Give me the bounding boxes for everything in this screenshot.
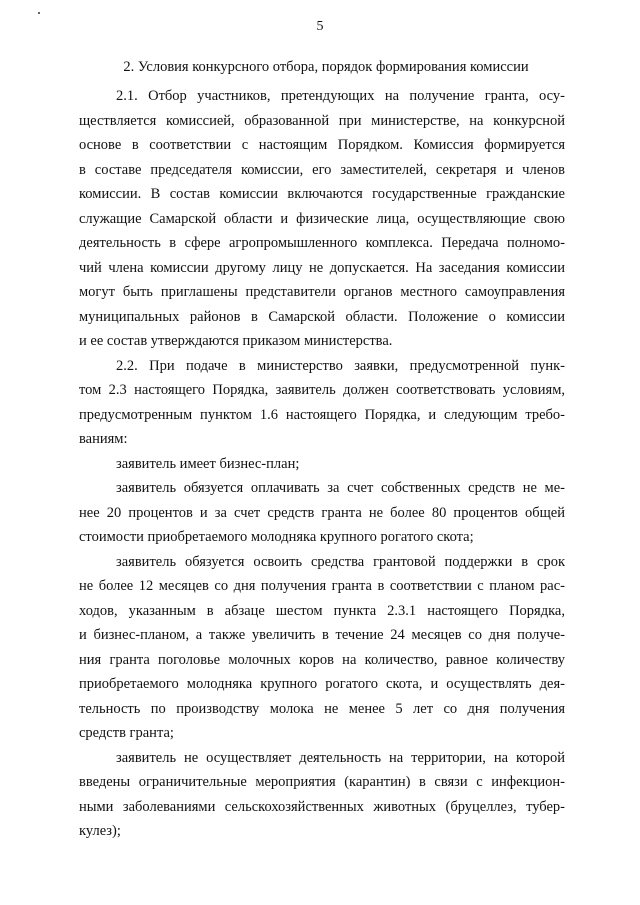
- text-line: в составе председателя комиссии, его заместителей, секретаря и членов: [79, 161, 565, 178]
- text-line: том 2.3 настоящего Порядка, заявитель должен соответствовать условиям,: [79, 382, 565, 398]
- text-line: и бизнес-планом, а также увеличить в течение 24 месяцев со дня получе-: [79, 627, 565, 643]
- paragraph: [79, 550, 565, 746]
- paragraph: [79, 452, 565, 477]
- text-line: введены ограничительные мероприятия (карантин) в связи с инфекцион-: [79, 774, 565, 790]
- text-line: могут быть приглашены представители органов местного самоуправления: [79, 284, 565, 300]
- text-line: заявитель обязуется освоить средства грантовой поддержки в срок: [116, 553, 565, 570]
- text-line: предусмотренным пунктом 1.6 настоящего Порядка, и следующим требо-: [79, 406, 565, 423]
- text-line: 2.1. Отбор участников, претендующих на получение гранта, осу-: [116, 88, 565, 104]
- page-number: 5: [316, 19, 324, 34]
- text-line: ществляется комиссией, образованной при министерстве, на конкурсной: [79, 112, 565, 129]
- text-line: ния гранта поголовье молочных коров на количество, равное количеству: [79, 651, 565, 668]
- text-line: заявитель не осуществляет деятельность на территории, на которой: [116, 749, 565, 766]
- text-line: основе в соответствии с настоящим Порядком. Комиссия формируется: [79, 137, 565, 153]
- text-line: служащие Самарской области и физические лица, осуществляющие свою: [79, 210, 565, 227]
- text-line: средств гранта;: [79, 725, 174, 741]
- text-line: ходов, указанным в абзаце шестом пункта 2.3.1 настоящего Порядка,: [79, 602, 565, 619]
- text-line: стоимости приобретаемого молодняка крупного рогатого скота;: [79, 529, 474, 545]
- scan-speck: [38, 12, 40, 14]
- text-line: нее 20 процентов и за счет средств гранта не более 80 процентов общей: [79, 504, 565, 521]
- text-line: кулез);: [79, 823, 121, 839]
- section-heading: 2. Условия конкурсного отбора, порядок формирования комиссии: [123, 59, 529, 75]
- text-line: не более 12 месяцев со дня получения гранта в соответствии с планом рас-: [79, 578, 565, 594]
- text-line: приобретаемого молодняка крупного рогатого скота, и осуществлять дея-: [79, 676, 565, 692]
- text-line: комиссии. В состав комиссии включаются государственные гражданские: [79, 186, 565, 202]
- text-line: муниципальных районов в Самарской области. Положение о комиссии: [79, 308, 565, 325]
- text-line: деятельность в сфере агропромышленного комплекса. Передача полномо-: [79, 235, 565, 251]
- text-line: чий члена комиссии другому лицу не допускается. На заседания комиссии: [79, 259, 565, 276]
- text-line: заявитель имеет бизнес-план;: [116, 455, 300, 472]
- paragraph: [79, 84, 565, 354]
- paragraph: [79, 354, 565, 452]
- text-line: заявитель обязуется оплачивать за счет собственных средств не ме-: [116, 480, 565, 496]
- text-line: тельность по производству молока не менее 5 лет со дня получения: [79, 700, 565, 717]
- paragraph: [79, 746, 565, 844]
- document-body: [79, 84, 565, 844]
- text-line: 2.2. При подаче в министерство заявки, предусмотренной пунк-: [116, 357, 565, 374]
- text-line: ваниям:: [79, 431, 128, 447]
- text-line: ными заболеваниями сельскохозяйственных животных (бруцеллез, тубер-: [79, 798, 565, 815]
- text-line: и ее состав утверждаются приказом министерства.: [79, 333, 393, 349]
- paragraph: [79, 476, 565, 550]
